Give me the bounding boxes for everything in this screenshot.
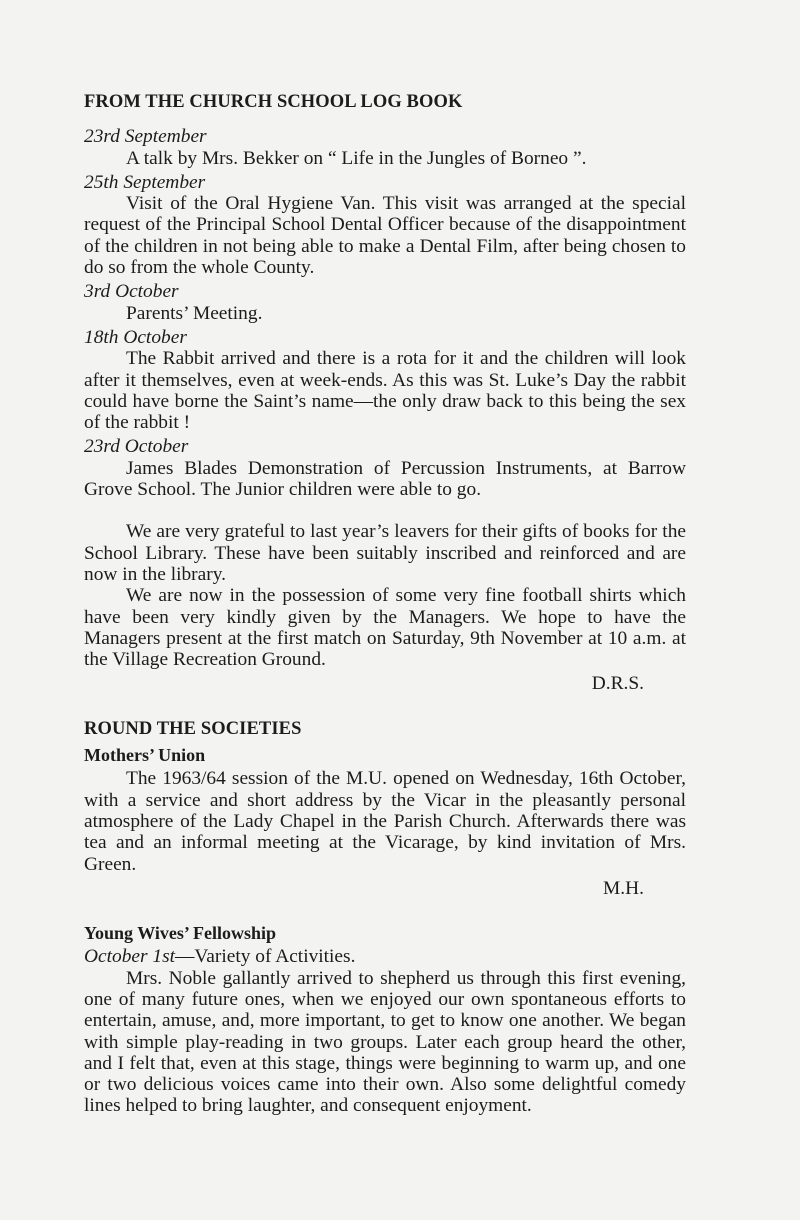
- log-entry-date: 3rd October: [84, 281, 179, 303]
- societies-heading: ROUND THE SOCIETIES: [84, 718, 302, 739]
- log-book-heading: FROM THE CHURCH SCHOOL LOG BOOK: [84, 92, 463, 112]
- log-entry-date: 18th October: [84, 326, 187, 348]
- log-entry: [84, 172, 686, 278]
- young-wives-date: October 1st: [84, 946, 176, 968]
- signature-mh: M.H.: [603, 877, 644, 899]
- log-entry-date: 25th September: [84, 171, 206, 193]
- page-content: [84, 92, 686, 1117]
- log-entry: [84, 281, 686, 324]
- young-wives-date-line: [84, 946, 686, 967]
- young-wives-date-suffix: —Variety of Activities.: [175, 946, 356, 968]
- young-wives-title: Young Wives’ Fellowship: [84, 923, 277, 944]
- log-entry-date: 23rd October: [84, 436, 189, 458]
- log-entry-text: Visit of the Oral Hygiene Van. This visit was arranged at the special request of the Principal School Dental Officer because of the disappointment of the children in not being able to make a Dental Film, after being chosen to do so from the whole County.: [84, 193, 686, 279]
- log-entry-text: A talk by Mrs. Bekker on “ Life in the Jungles of Borneo ”.: [126, 147, 587, 169]
- mothers-union-title: Mothers’ Union: [84, 745, 206, 766]
- log-entry: [84, 436, 686, 500]
- young-wives-section: [84, 923, 686, 1117]
- football-paragraph: We are now in the possession of some very fine football shirts which have been very kindly given by the Managers. We hope to have the Managers present at the first match on Saturday, 9th November at 10 a.m. at the Village Recreation Ground.: [84, 585, 686, 671]
- log-entry-text: Parents’ Meeting.: [126, 302, 263, 324]
- library-paragraph: We are very grateful to last year’s leavers for their gifts of books for the School Library. These have been suitably inscribed and reinforced and are now in the library.: [84, 521, 686, 585]
- signature-drs: D.R.S.: [591, 673, 644, 695]
- log-entry-text: The Rabbit arrived and there is a rota for it and the children will look after it themselves, even at week-ends. As this was St. Luke’s Day the rabbit could have borne the Saint’s name—the only draw back to this being the sex of the rabbit !: [84, 348, 686, 434]
- log-entry-date: 23rd September: [84, 126, 207, 148]
- log-entry: [84, 327, 686, 433]
- mothers-union-text: The 1963/64 session of the M.U. opened on Wednesday, 16th October, with a service and short address by the Vicar in the pleasantly personal atmosphere of the Lady Chapel in the Parish Church. Afterwards there was tea and an informal meeting at the Vicarage, by kind invitation of Mrs. Green.: [84, 768, 686, 875]
- log-entry: [84, 126, 686, 169]
- young-wives-text: Mrs. Noble gallantly arrived to shepherd us through this first evening, one of many future ones, when we enjoyed our own spontaneous efforts to entertain, amuse, and, more important, to get to know one another. We began with simple play-reading in two groups. Later each group heard the other, and I felt that, even at this stage, things were beginning to warm up, and one or two delicious voices came into their own. Also some delightful comedy lines helped to bring laughter, and consequent enjoyment.: [84, 967, 686, 1117]
- log-entry-text: James Blades Demonstration of Percussion Instruments, at Barrow Grove School. The Junior children were able to go.: [84, 457, 686, 501]
